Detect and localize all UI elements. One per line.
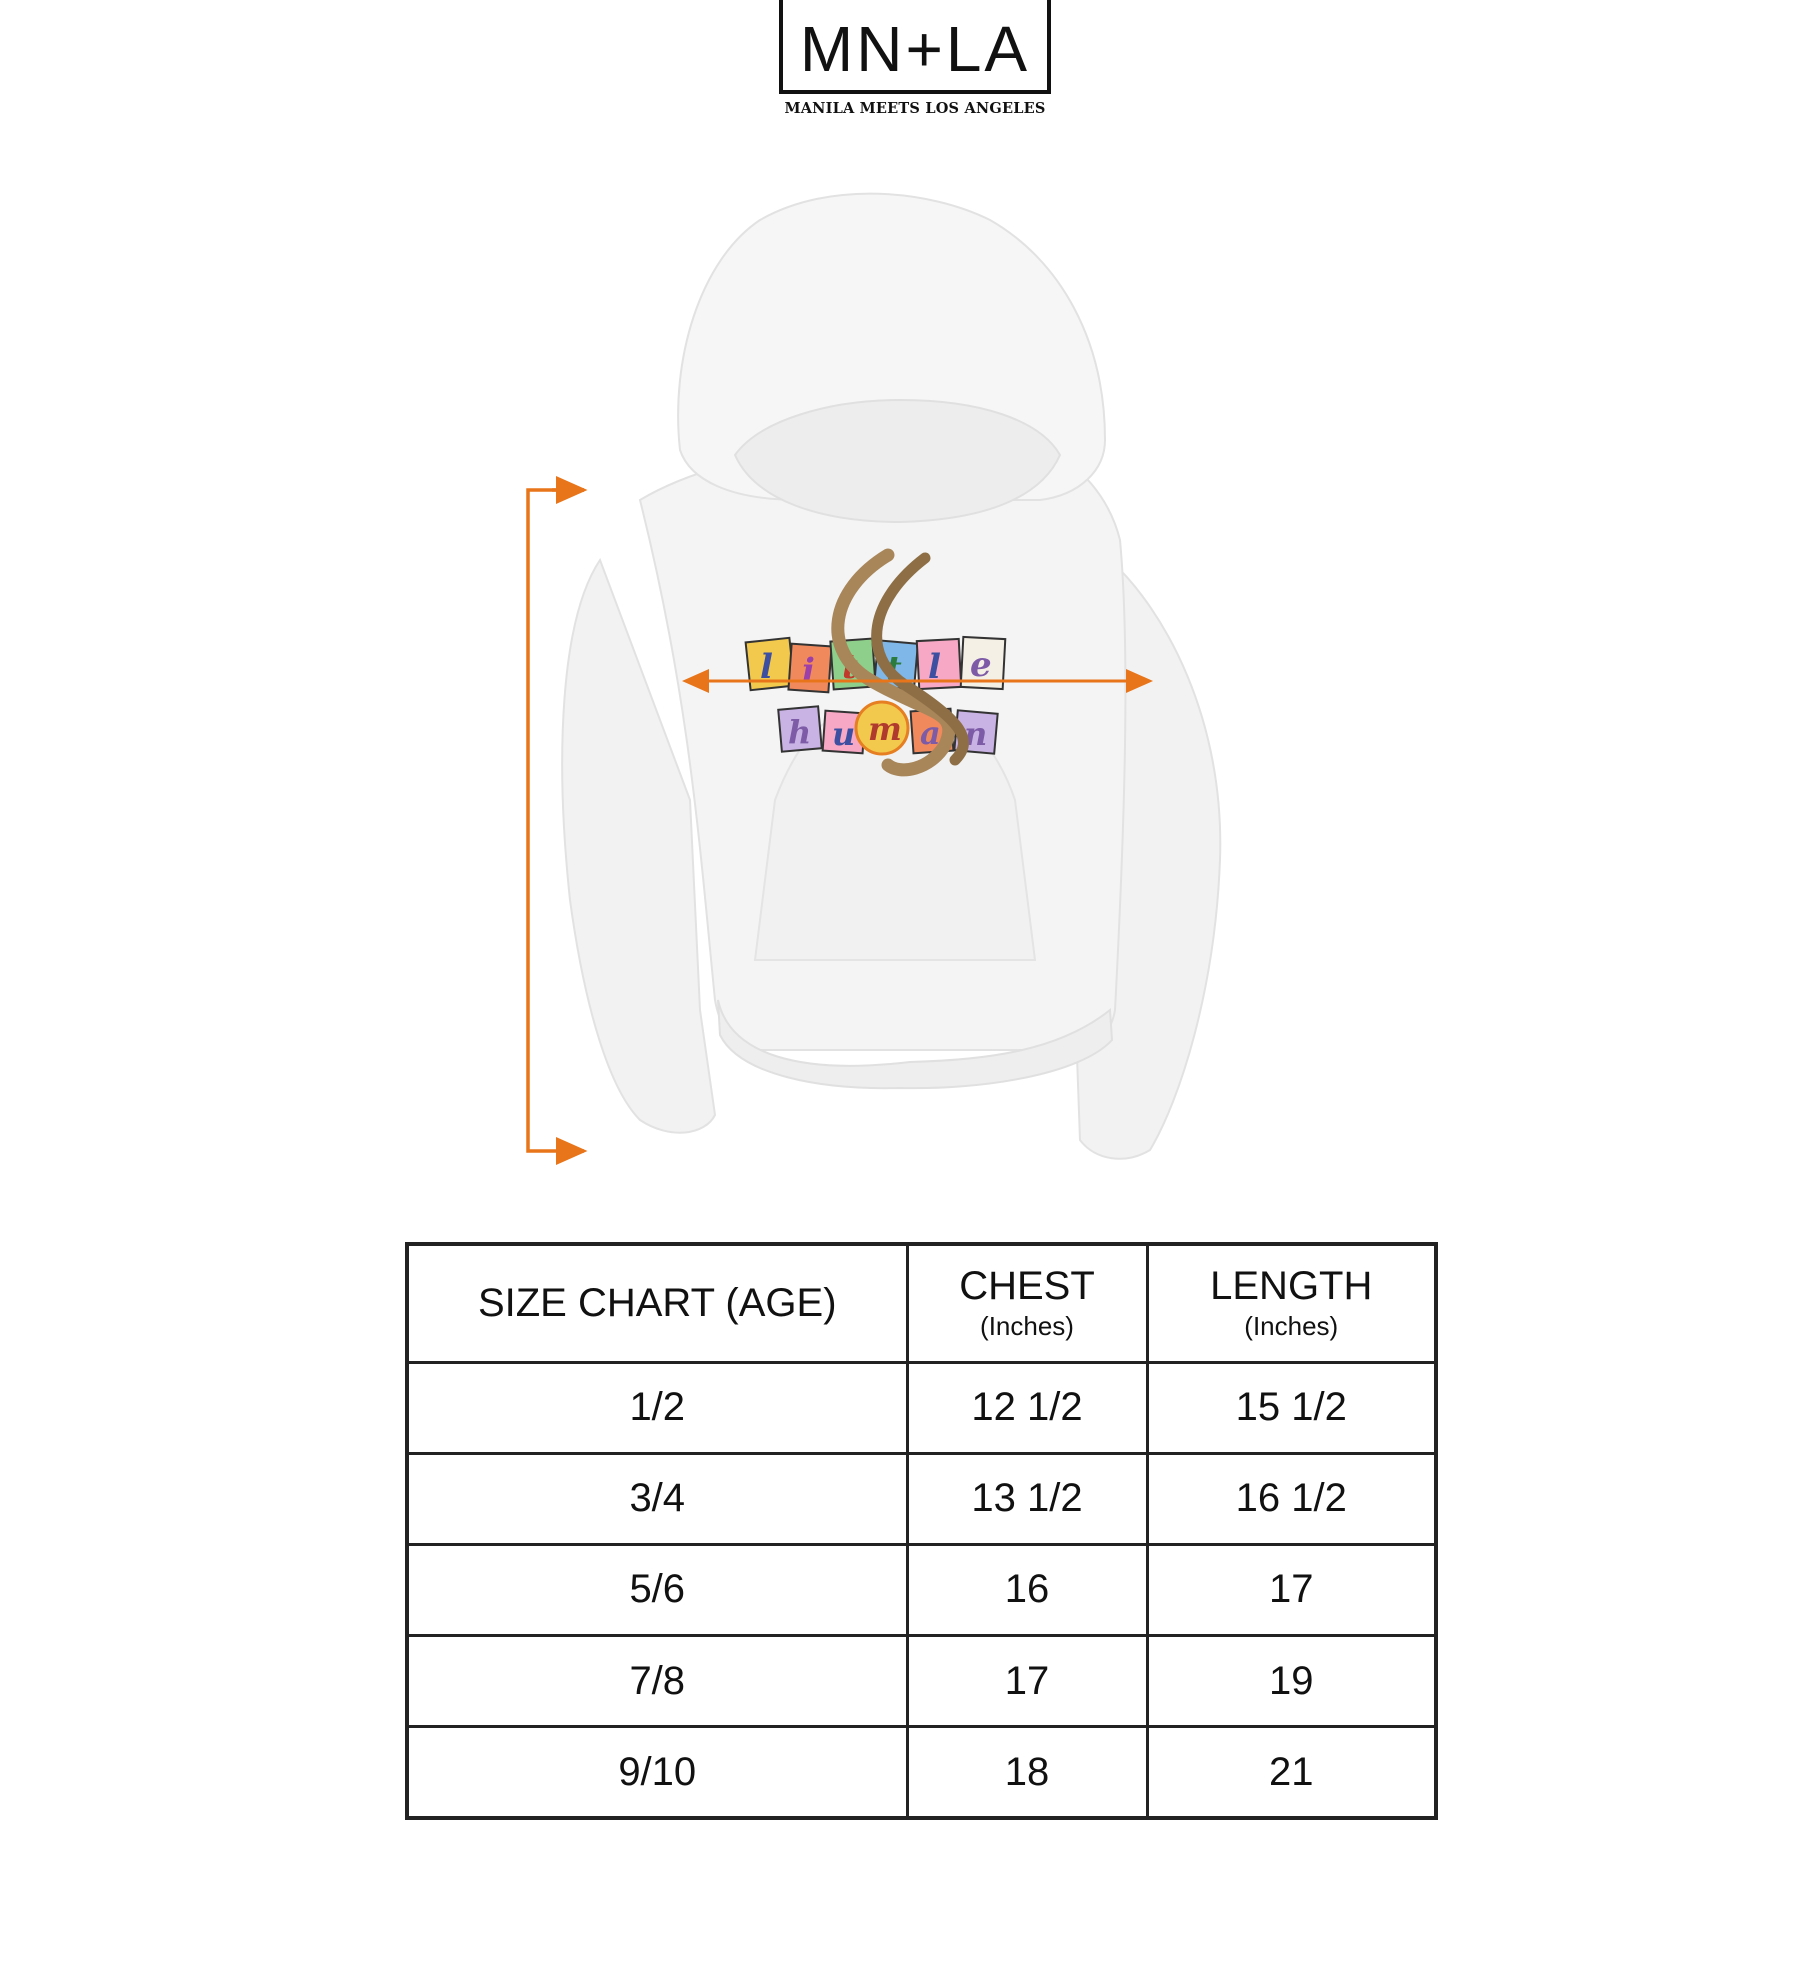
- table-header-row: [407, 1244, 1436, 1362]
- header-size: [407, 1244, 907, 1362]
- cell-size: 7/8: [407, 1636, 907, 1727]
- cell-chest: 12 1/2: [907, 1362, 1147, 1453]
- header-size-label: SIZE CHART (AGE): [477, 1280, 837, 1325]
- cell-chest: 13 1/2: [907, 1453, 1147, 1544]
- svg-text:n: n: [964, 715, 988, 753]
- cell-size: 3/4: [407, 1453, 907, 1544]
- cell-length: 21: [1147, 1727, 1436, 1818]
- cell-length: 17: [1147, 1544, 1436, 1635]
- svg-text:l: l: [928, 647, 941, 687]
- table-row: [407, 1636, 1436, 1727]
- cell-size: 5/6: [407, 1544, 907, 1635]
- svg-text:e: e: [970, 645, 992, 685]
- header-chest-unit: (Inches): [980, 1310, 1074, 1341]
- cell-length: 16 1/2: [1147, 1453, 1436, 1544]
- header-length-label: LENGTH: [1210, 1263, 1373, 1308]
- cell-length: 19: [1147, 1636, 1436, 1727]
- svg-text:t: t: [842, 647, 858, 687]
- logo-text: MN+LA: [799, 13, 1031, 85]
- header-chest-label: CHEST: [959, 1263, 1095, 1308]
- cell-size: 9/10: [407, 1727, 907, 1818]
- cell-size: 1/2: [407, 1362, 907, 1453]
- cell-chest: 17: [907, 1636, 1147, 1727]
- table-row: [407, 1727, 1436, 1818]
- svg-text:m: m: [868, 710, 902, 748]
- header-length: [1147, 1244, 1436, 1362]
- table-row: [407, 1362, 1436, 1453]
- svg-text:l: l: [760, 647, 773, 687]
- brand-tagline: MANILA MEETS LOS ANGELES: [784, 100, 1046, 117]
- cell-chest: 18: [907, 1727, 1147, 1818]
- table-row: [407, 1453, 1436, 1544]
- header-length-unit: (Inches): [1244, 1310, 1339, 1341]
- svg-text:u: u: [832, 715, 856, 753]
- svg-text:t: t: [886, 649, 902, 689]
- header-chest: [907, 1244, 1147, 1362]
- svg-text:a: a: [920, 714, 941, 752]
- cell-chest: 16: [907, 1544, 1147, 1635]
- size-chart-table: [405, 1242, 1438, 1820]
- svg-text:h: h: [788, 713, 812, 751]
- cell-length: 15 1/2: [1147, 1362, 1436, 1453]
- svg-text:i: i: [802, 651, 815, 691]
- table-row: [407, 1544, 1436, 1635]
